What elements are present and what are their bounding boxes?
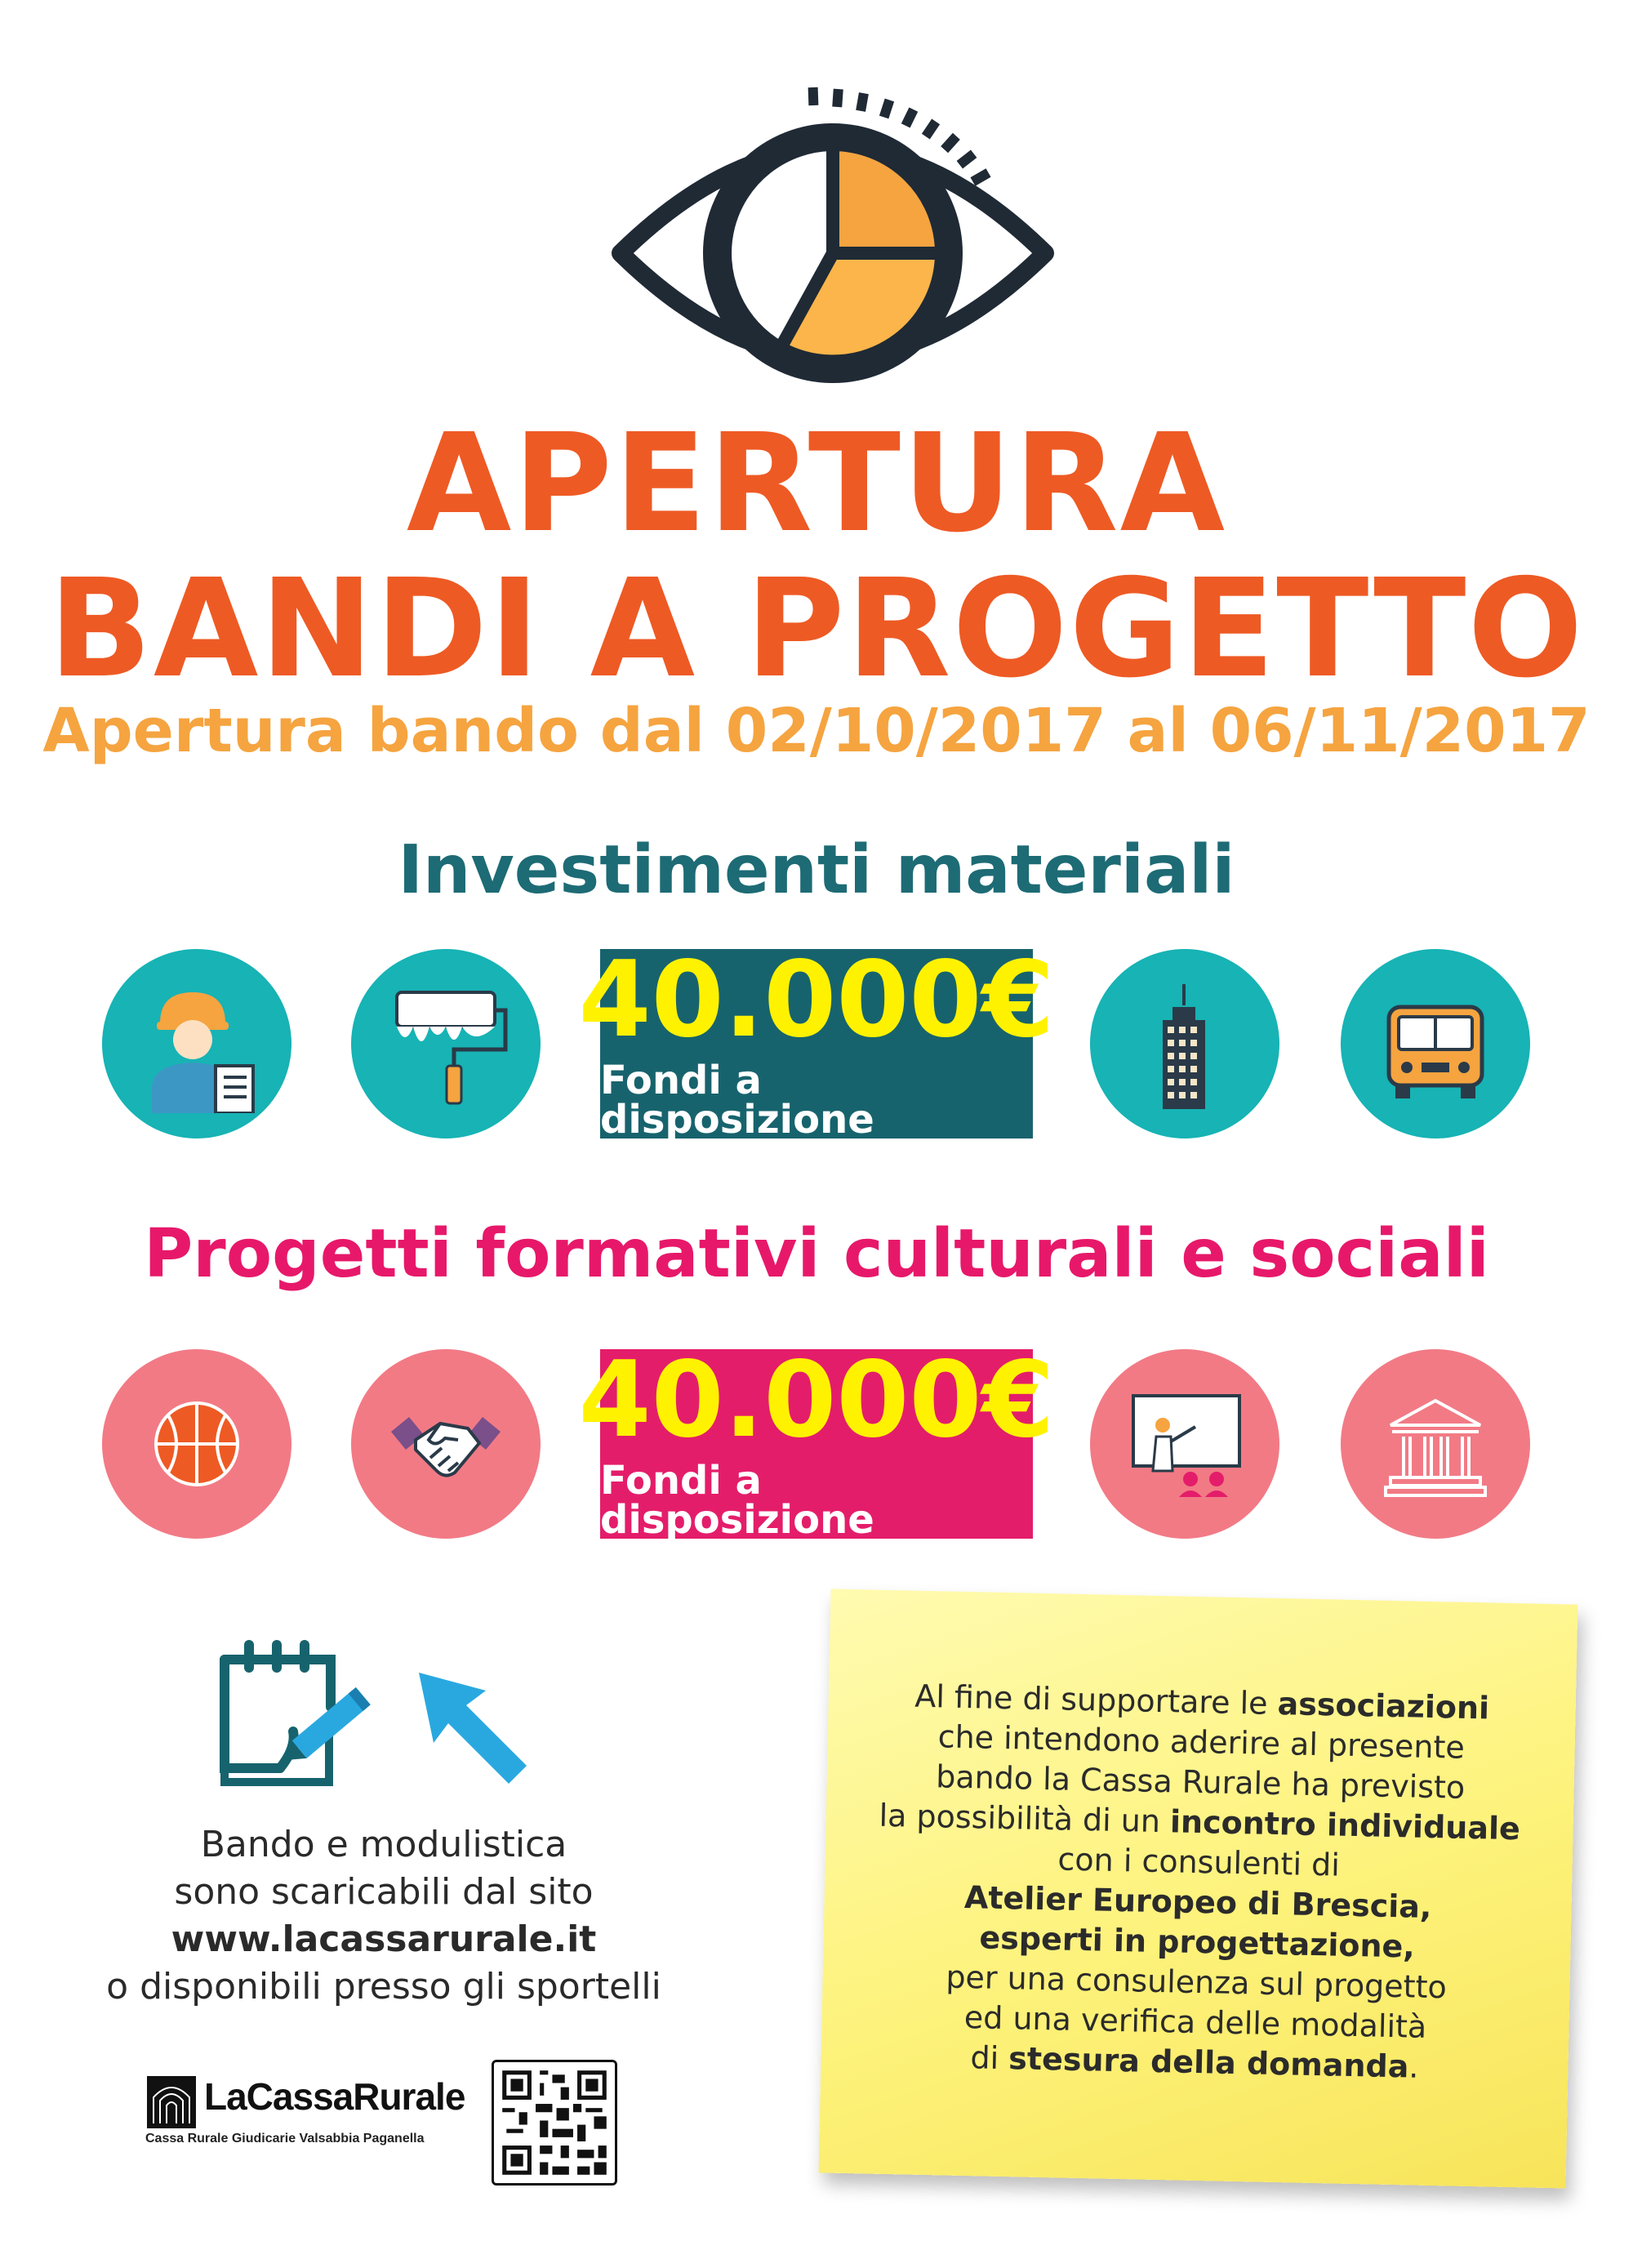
fund-label: Fondi a disposizione (600, 1458, 874, 1543)
download-line-2: sono scaricabili dal sito (174, 1871, 594, 1913)
basketball-icon (102, 1349, 291, 1539)
sticky-note (819, 1588, 1578, 2188)
download-info (49, 1821, 719, 2011)
sticky-text: di (970, 2039, 1009, 2077)
sticky-text: . (1408, 2048, 1419, 2085)
sticky-bold: incontro individuale (1169, 1803, 1521, 1847)
sticky-note-text (853, 1675, 1543, 2089)
bank-subtitle: Cassa Rurale Giudicarie Valsabbia Paganella (145, 2132, 425, 2145)
section-title-investments: Investimenti materiali (398, 831, 1235, 909)
sticky-text: Al fine di supportare le (914, 1678, 1279, 1722)
sticky-text: la possibilità di un (879, 1797, 1171, 1840)
fund-box-projects (578, 1339, 1055, 1543)
download-line-1: Bando e modulistica (200, 1824, 567, 1865)
sticky-bold: stesura della domanda (1008, 2040, 1409, 2085)
fund-label: Fondi a disposizione (600, 1058, 874, 1143)
sticky-text: ed una verifica delle modalità (963, 1999, 1427, 2045)
website-link[interactable]: www.lacassarurale.it (171, 1918, 597, 1960)
sticky-bold: associazioni (1277, 1685, 1490, 1727)
museum-icon (1341, 1349, 1530, 1539)
sticky-text: con i consulenti di (1057, 1841, 1341, 1883)
section-title-projects: Progetti formativi culturali e sociali (144, 1215, 1489, 1293)
title-line-2: BANDI A PROGETTO (48, 550, 1585, 708)
bank-name: LaCassaRurale (204, 2075, 465, 2118)
sticky-text: per una consulenza sul progetto (946, 1958, 1448, 2006)
paint-roller-icon (351, 949, 541, 1138)
eye-pie-chart-icon (588, 78, 1078, 388)
download-line-3: o disponibili presso gli sportelli (106, 1966, 661, 2007)
worker-icon (102, 949, 291, 1138)
sticky-text: bando la Cassa Rurale ha previsto (935, 1758, 1466, 1806)
handshake-icon (351, 1349, 541, 1539)
bus-icon (1341, 949, 1530, 1138)
document-edit-icon (208, 1633, 384, 1789)
building-icon (1090, 949, 1279, 1138)
sticky-bold: esperti in progettazione, (979, 1919, 1416, 1965)
title-line-1: APERTURA (406, 405, 1227, 563)
fund-box-investments (578, 939, 1055, 1143)
fund-amount: 40.000€ (578, 939, 1055, 1061)
bank-emblem-icon (145, 2074, 198, 2132)
teacher-icon (1090, 1349, 1279, 1539)
application-dates: Apertura bando dal 02/10/2017 al 06/11/2017 (42, 696, 1591, 766)
fund-amount: 40.000€ (578, 1339, 1055, 1461)
cursor-arrow-icon (412, 1666, 539, 1789)
sticky-text: che intendono aderire al presente (937, 1718, 1466, 1766)
sticky-bold: Atelier Europeo di Brescia, (963, 1879, 1432, 1925)
qr-code[interactable] (492, 2060, 617, 2186)
bank-logo (145, 2074, 472, 2148)
